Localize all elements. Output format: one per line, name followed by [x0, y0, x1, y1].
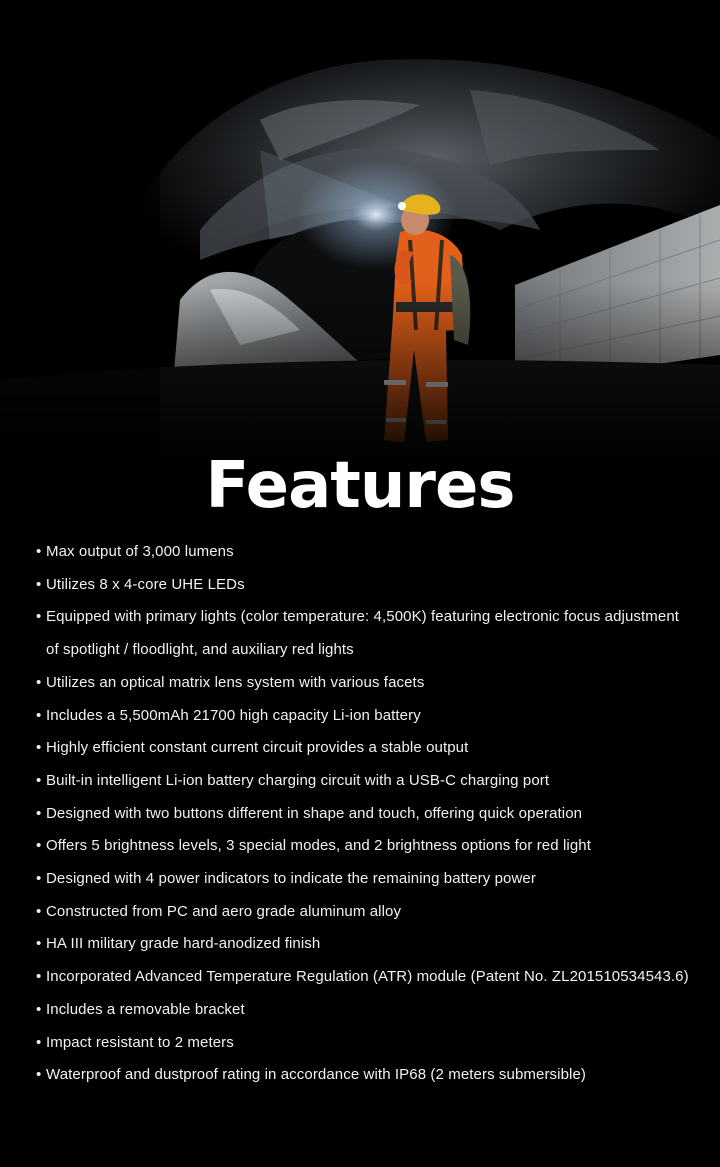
list-item: • Designed with two buttons different in shape and touch, offering quick operation	[36, 798, 696, 831]
bullet-icon: •	[36, 902, 42, 920]
bullet-icon: •	[36, 706, 42, 724]
list-item: • Designed with 4 power indicators to indicate the remaining battery power	[36, 863, 696, 896]
list-item: • Incorporated Advanced Temperature Regulation (ATR) module (Patent No. ZL201510534543.6)	[36, 961, 696, 994]
bullet-icon: •	[36, 837, 42, 855]
list-item: • Includes a 5,500mAh 21700 high capacity Li-ion battery	[36, 700, 696, 733]
list-item: • HA III military grade hard-anodized finish	[36, 928, 696, 961]
list-item: • Max output of 3,000 lumens	[36, 536, 696, 569]
list-item: • Utilizes an optical matrix lens system with various facets	[36, 667, 696, 700]
list-item: • Utilizes 8 x 4-core UHE LEDs	[36, 569, 696, 602]
bullet-icon: •	[36, 575, 42, 593]
page-title: Features	[205, 449, 515, 523]
bullet-icon: •	[36, 1066, 42, 1084]
bullet-icon: •	[36, 968, 42, 986]
list-item: • Includes a removable bracket	[36, 994, 696, 1027]
cave-miner-illustration	[0, 0, 720, 470]
bullet-icon: •	[36, 608, 42, 626]
list-item: • Impact resistant to 2 meters	[36, 1027, 696, 1060]
bullet-icon: •	[36, 804, 42, 822]
list-item: • Highly efficient constant current circuit provides a stable output	[36, 732, 696, 765]
bullet-icon: •	[36, 543, 42, 560]
list-item: • Offers 5 brightness levels, 3 special modes, and 2 brightness options for red light	[36, 830, 696, 863]
list-item: • Equipped with primary lights (color temperature: 4,500K) featuring electronic focus adjustment of spotlight / floodlight, and auxiliary red lights	[36, 601, 696, 666]
hero-image	[0, 0, 720, 470]
bullet-icon: •	[36, 739, 42, 757]
list-item: • Built-in intelligent Li-ion battery charging circuit with a USB-C charging port	[36, 765, 696, 798]
list-item: • Constructed from PC and aero grade aluminum alloy	[36, 896, 696, 929]
bullet-icon: •	[36, 1000, 42, 1018]
bullet-icon: •	[36, 935, 42, 953]
bullet-icon: •	[36, 1033, 42, 1051]
feature-list	[36, 536, 696, 1092]
bullet-icon: •	[36, 870, 42, 888]
list-item: • Waterproof and dustproof rating in accordance with IP68 (2 meters submersible)	[36, 1059, 696, 1092]
bullet-icon: •	[36, 771, 42, 789]
bullet-icon: •	[36, 673, 42, 691]
